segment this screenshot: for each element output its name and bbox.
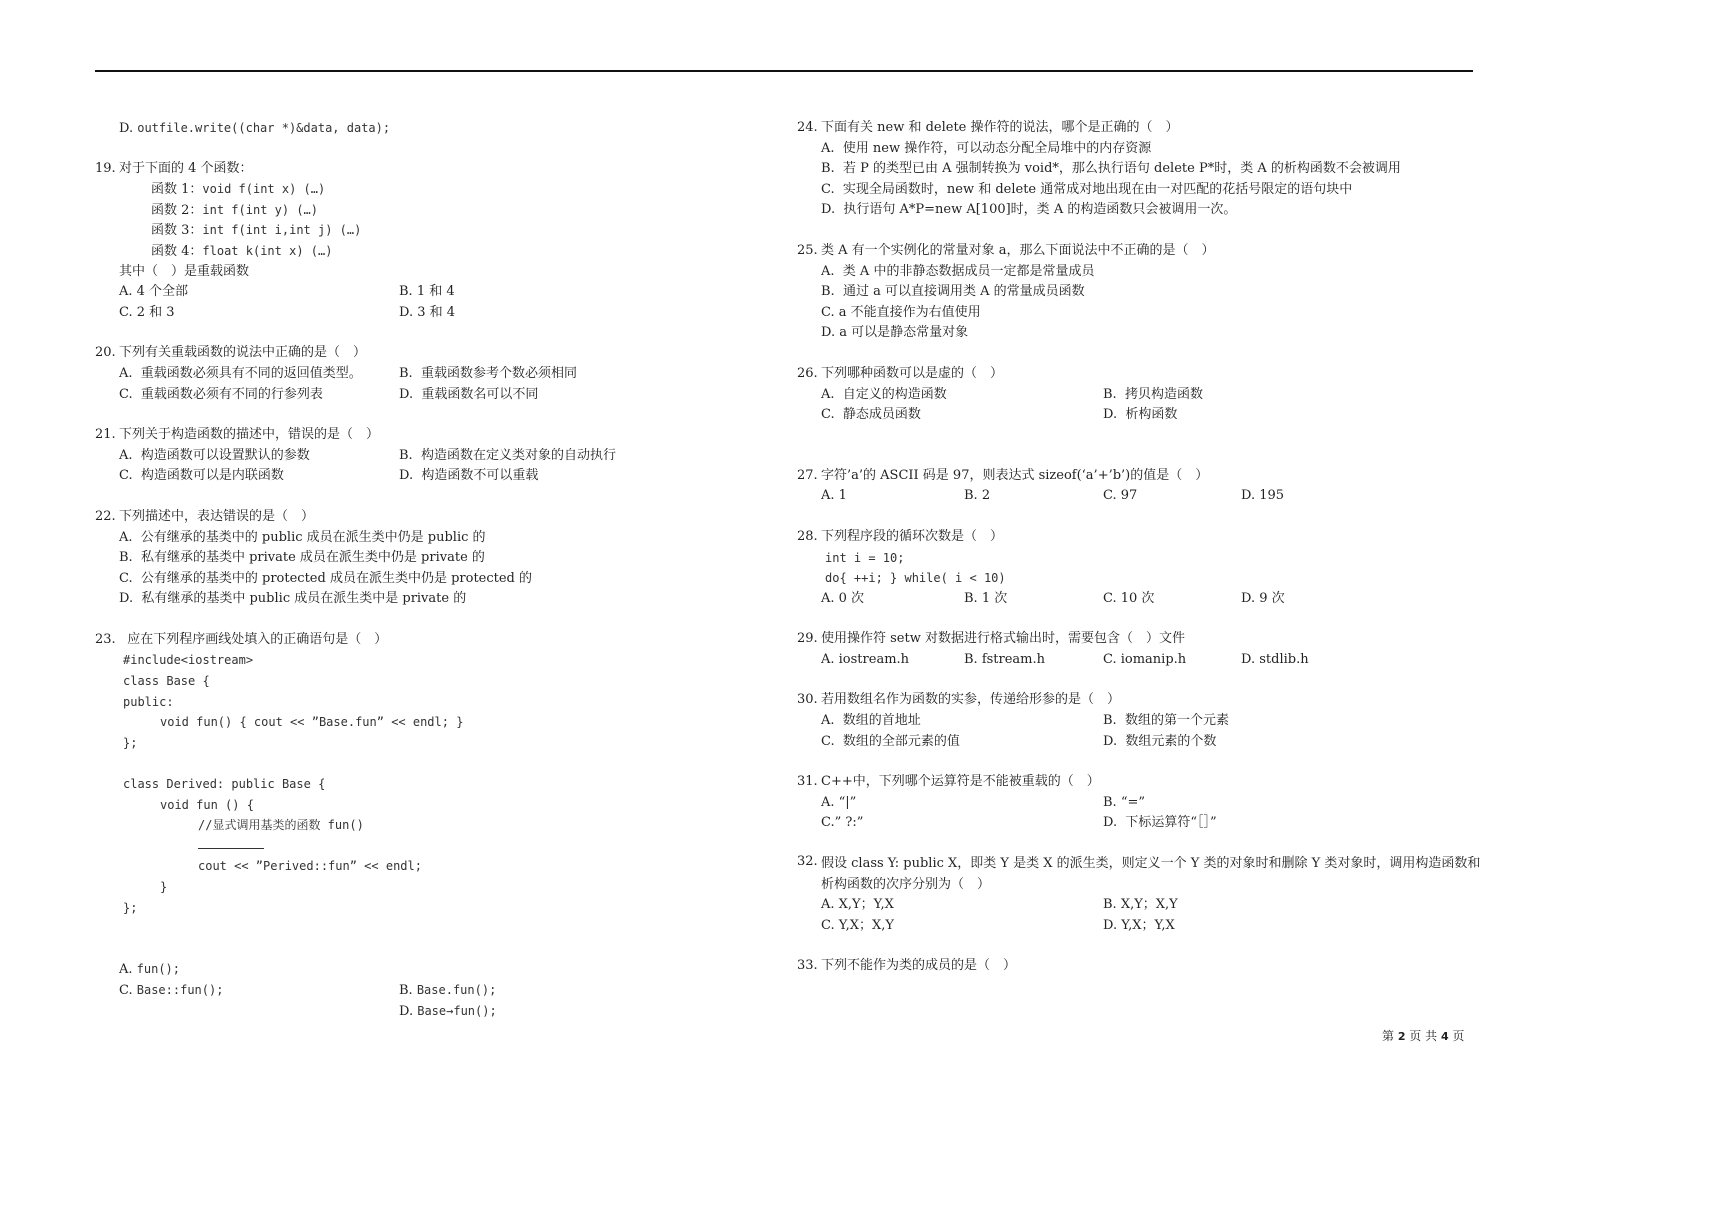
- code-line: cout << ”Perived::fun” << endl;: [198, 859, 422, 874]
- option-d[interactable]: D. 析构函数: [1103, 407, 1178, 423]
- question-stem: 对于下面的 4 个函数：: [119, 160, 253, 176]
- code-line: void fun () {: [160, 797, 254, 812]
- code-line: class Derived: public Base {: [123, 777, 326, 792]
- option-d[interactable]: D. 私有继承的基类中 public 成员在派生类中是 private 的: [119, 591, 467, 607]
- question-stem: 下列程序段的循环次数是（ ）: [821, 528, 1004, 544]
- option-b[interactable]: B. fstream.h: [964, 651, 1046, 667]
- option-d[interactable]: D. Y,X；Y,X: [1103, 917, 1175, 933]
- question-23: [95, 630, 735, 1019]
- option-c[interactable]: C. 数组的全部元素的值: [821, 733, 960, 749]
- function-code: int f(int y) (…): [202, 202, 318, 217]
- option-c[interactable]: C. Y,X；X,Y: [821, 917, 895, 933]
- option-b[interactable]: B. 私有继承的基类中 private 成员在派生类中仍是 private 的: [119, 550, 485, 566]
- option-a[interactable]: A. 数组的首地址: [821, 713, 921, 729]
- question-25: [797, 241, 1487, 344]
- question-27: [797, 466, 1487, 507]
- option-c[interactable]: C. a 不能直接作为右值使用: [821, 304, 981, 320]
- question-stem: 应在下列程序画线处填入的正确语句是（ ）: [119, 631, 388, 647]
- option-a[interactable]: A. X,Y；Y,X: [821, 897, 894, 913]
- question-22: [95, 507, 735, 610]
- question-stem: 字符’a’的 ASCII 码是 97，则表达式 sizeof(‘a’+’b’)的值是（ ）: [821, 467, 1209, 483]
- code-line: class Base {: [123, 674, 210, 689]
- option-a[interactable]: A. fun();: [119, 962, 181, 978]
- code-line: };: [123, 900, 138, 915]
- option-d[interactable]: D. 执行语句 A*P=new A[100]时，类 A 的构造函数只会被调用一次。: [821, 202, 1237, 218]
- question-29: [797, 629, 1487, 670]
- option-d[interactable]: D. 195: [1241, 488, 1285, 504]
- question-24: [797, 118, 1487, 221]
- right-column: [797, 118, 1487, 997]
- option-d[interactable]: D. 构造函数不可以重载: [399, 468, 539, 484]
- option-a[interactable]: A. 0 次: [821, 590, 865, 606]
- question-stem: 下列描述中，表达错误的是（ ）: [119, 508, 315, 524]
- question-number: 30.: [797, 692, 818, 708]
- header-rule: [95, 70, 1473, 72]
- function-code: void f(int x) (…): [202, 182, 326, 197]
- option-b[interactable]: B. X,Y；X,Y: [1103, 897, 1178, 913]
- left-column: [95, 118, 735, 1019]
- question-number: 21.: [95, 427, 116, 443]
- option-b[interactable]: B. Base.fun();: [399, 982, 497, 998]
- option-b[interactable]: B. 拷贝构造函数: [1103, 386, 1203, 402]
- question-32: [797, 854, 1487, 936]
- question-number: 31.: [797, 774, 818, 790]
- code-line: void fun() { cout << ”Base.fun” << endl; }: [160, 715, 464, 730]
- option-b[interactable]: B. 构造函数在定义类对象的自动执行: [399, 447, 616, 463]
- option-d[interactable]: D. 9 次: [1241, 590, 1285, 606]
- question-33: [797, 956, 1487, 977]
- code-line: public:: [123, 694, 174, 709]
- option-d[interactable]: D. 下标运算符“［］”: [1103, 815, 1217, 831]
- question-stem: C++中，下列哪个运算符是不能被重载的（ ）: [821, 774, 1100, 790]
- question-number: 20.: [95, 345, 116, 361]
- option-b[interactable]: B. 数组的第一个元素: [1103, 713, 1229, 729]
- option-b[interactable]: B. 若 P 的类型已由 A 强制转换为 void*，那么执行语句 delete P*时，类 A 的析构函数不会被调用: [821, 161, 1401, 177]
- option-c[interactable]: C. 10 次: [1103, 590, 1155, 606]
- option-d[interactable]: D. 数组元素的个数: [1103, 733, 1217, 749]
- option-a[interactable]: A. iostream.h: [821, 651, 910, 667]
- question-30: [797, 690, 1487, 752]
- question-stem: 下面有关 new 和 delete 操作符的说法，哪个是正确的（ ）: [821, 120, 1179, 135]
- option-c[interactable]: C. iomanip.h: [1103, 651, 1187, 667]
- option-b[interactable]: B. 重载函数参考个数必须相同: [399, 365, 577, 381]
- question-number: 25.: [797, 242, 818, 258]
- option-d-code: outfile.write((char *)&data, data);: [137, 121, 391, 135]
- question-number: 29.: [797, 631, 818, 647]
- question-18-tail: D. outfile.write((char *)&data, data);: [119, 121, 391, 136]
- option-a[interactable]: A. 重载函数必须具有不同的返回值类型。: [119, 365, 362, 381]
- question-number: 22.: [95, 508, 116, 524]
- question-21: [95, 425, 735, 487]
- question-26: [797, 364, 1487, 426]
- question-stem: 类 A 有一个实例化的常量对象 a，那么下面说法中不正确的是（ ）: [821, 242, 1215, 258]
- question-number: 27.: [797, 467, 818, 483]
- question-number: 26.: [797, 365, 818, 381]
- option-d[interactable]: D. 重载函数名可以不同: [399, 386, 539, 402]
- question-stem: 若用数组名作为函数的实参，传递给形参的是（ ）: [821, 692, 1121, 708]
- option-a[interactable]: A. 公有继承的基类中的 public 成员在派生类中仍是 public 的: [119, 529, 486, 545]
- option-b[interactable]: B. 2: [964, 488, 991, 504]
- question-number: 19.: [95, 160, 116, 176]
- question-stem: 下列哪种函数可以是虚的（ ）: [821, 365, 1004, 381]
- question-28: [797, 527, 1487, 609]
- code-line: int i = 10;: [825, 550, 905, 565]
- question-number: 33.: [797, 958, 818, 974]
- option-a[interactable]: A. 类 A 中的非静态数据成员一定都是常量成员: [821, 263, 1095, 279]
- option-a[interactable]: A. 1: [821, 488, 847, 504]
- option-c[interactable]: C. 重载函数必须有不同的行参列表: [119, 386, 323, 402]
- question-number: 32.: [797, 854, 818, 870]
- option-a[interactable]: A. “|”: [821, 794, 857, 810]
- option-c[interactable]: C. 97: [1103, 488, 1138, 504]
- option-d[interactable]: D. a 可以是静态常量对象: [821, 325, 969, 341]
- option-c[interactable]: C.” ?:”: [821, 815, 864, 831]
- option-b[interactable]: B. 1 次: [964, 590, 1008, 606]
- question-stem: 下列关于构造函数的描述中，错误的是（ ）: [119, 427, 380, 443]
- question-stem: 假设 class Y: public X，即类 Y 是类 X 的派生类，则定义一个 Y 类的对象时和删除 Y 类对象时，调用构造函数和析构函数的次序分别为（ ）: [821, 856, 1481, 892]
- option-d[interactable]: D. 3 和 4: [399, 304, 456, 320]
- option-d[interactable]: D. stdlib.h: [1241, 651, 1309, 667]
- code-line: }: [160, 880, 168, 894]
- question-31: [797, 772, 1487, 834]
- code-comment: //显式调用基类的函数 fun(): [198, 818, 364, 833]
- option-c[interactable]: C. 公有继承的基类中的 protected 成员在派生类中仍是 protected 的: [119, 570, 533, 586]
- question-number: 28.: [797, 528, 818, 544]
- option-a[interactable]: A. 构造函数可以设置默认的参数: [119, 447, 310, 463]
- option-c[interactable]: C. 实现全局函数时，new 和 delete 通常成对地出现在由一对匹配的花括号限定的语句块中: [821, 181, 1353, 197]
- code-line: do{ ++i; } while( i < 10): [825, 571, 1006, 586]
- fill-in-blank[interactable]: [198, 836, 264, 849]
- option-b[interactable]: B. 1 和 4: [399, 284, 455, 300]
- code-line: };: [123, 735, 138, 750]
- question-stem: 下列有关重载函数的说法中正确的是（ ）: [119, 345, 367, 361]
- function-code: float k(int x) (…): [202, 243, 333, 258]
- option-c[interactable]: C. 静态成员函数: [821, 407, 921, 423]
- question-20: [95, 343, 735, 405]
- function-code: int f(int i,int j) (…): [202, 223, 362, 238]
- question-number: 23.: [95, 631, 116, 647]
- question-stem: 下列不能作为类的成员的是（ ）: [821, 958, 1017, 974]
- option-c[interactable]: C. 2 和 3: [119, 304, 175, 320]
- option-a[interactable]: A. 使用 new 操作符，可以动态分配全局堆中的内存资源: [821, 140, 1152, 156]
- option-b[interactable]: B. 通过 a 可以直接调用类 A 的常量成员函数: [821, 284, 1085, 300]
- option-c[interactable]: C. Base::fun();: [119, 982, 224, 998]
- option-c[interactable]: C. 构造函数可以是内联函数: [119, 468, 284, 484]
- page-number: 第 2 页 共 4 页: [1382, 1029, 1465, 1043]
- option-b[interactable]: B. “=”: [1103, 794, 1146, 810]
- option-a[interactable]: A. 4 个全部: [119, 284, 189, 300]
- question-19: 19. 对于下面的 4 个函数： 函数 1：void f(int x) (…) 函数 2：int f(int y) (…) 函数 3：int f(int i,int j) (…) 函数 4：float k(int x) (…) 其中（ ）是重载函数 A. 4 个全部 B. 1 和 4 C. 2 和 3 D. 3 和 4: [95, 159, 735, 324]
- question-number: 24.: [797, 120, 818, 135]
- code-line: #include<iostream>: [123, 653, 254, 668]
- question-stem: 使用操作符 setw 对数据进行格式输出时，需要包含（ ）文件: [821, 631, 1185, 647]
- option-a[interactable]: A. 自定义的构造函数: [821, 386, 947, 402]
- option-d[interactable]: D. Base→fun();: [399, 1003, 497, 1019]
